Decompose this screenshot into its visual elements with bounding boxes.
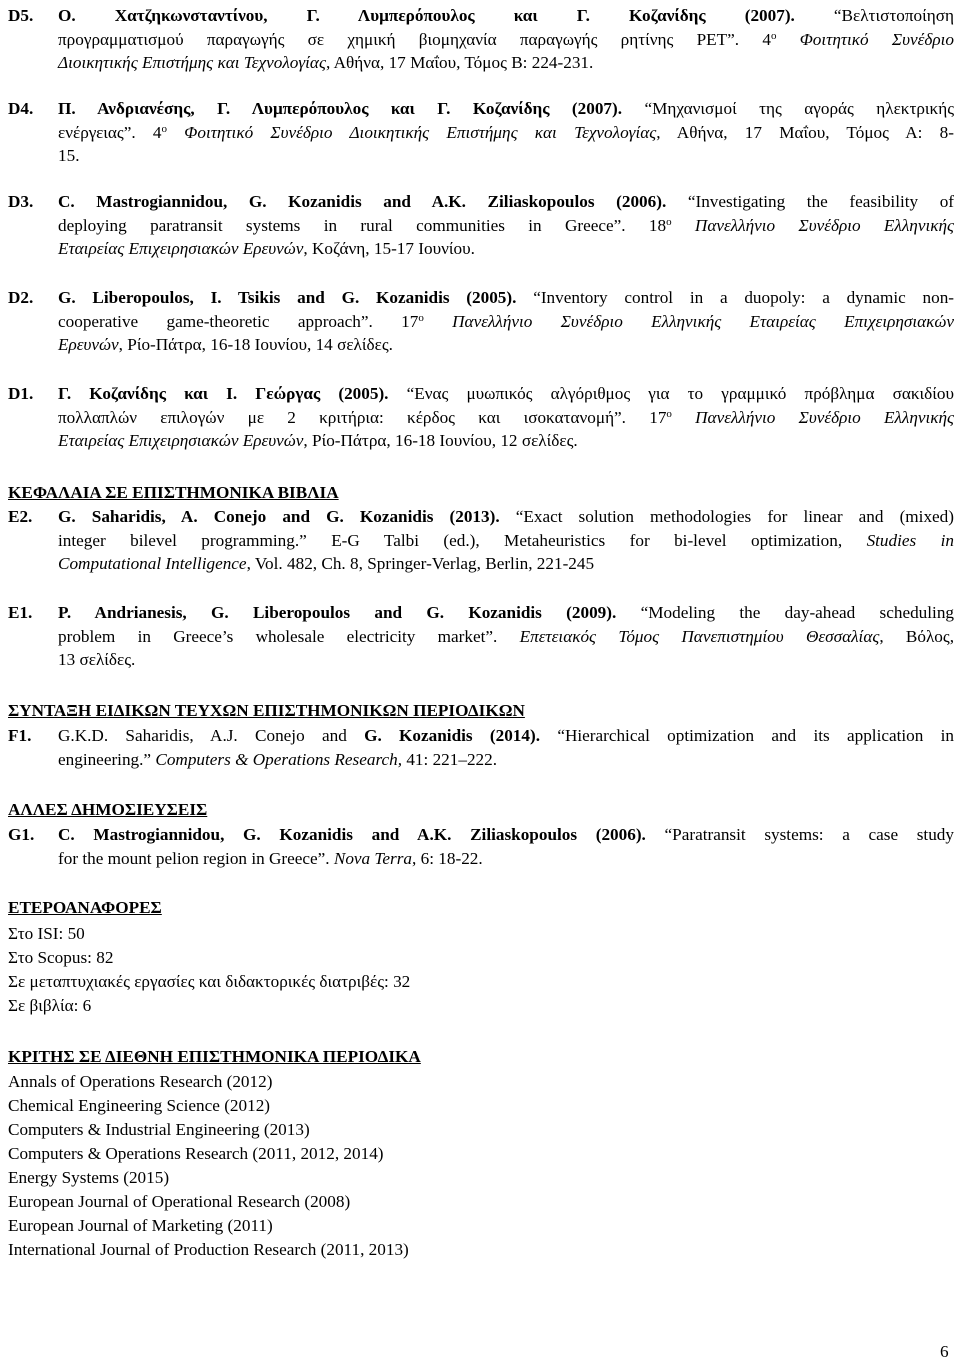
entry-title-part: “Hierarchical optimization and its application in [557, 726, 955, 745]
entry-venue: Φοιτητικό Συνέδριο Διοικητικής Επιστήμης και Τεχνολογίας [184, 122, 657, 142]
entry-code: D2. [8, 288, 34, 307]
entry-code: E1. [8, 603, 33, 622]
referee-journal-item: Energy Systems (2015) [8, 1168, 170, 1187]
section-heading-special-issues: ΣΥΝΤΑΞΗ ΕΙΔΙΚΩΝ ΤΕΥΧΩΝ ΕΠΙΣΤΗΜΟΝΙΚΩΝ ΠΕΡΙΟΔΙΚΩΝ [8, 701, 525, 720]
ordinal-superscript: ο [770, 29, 777, 42]
ordinal-superscript: ο [666, 215, 672, 228]
entry-venue: Φοιτητικό Συνέδριο [799, 29, 954, 49]
entry-venue: Πανελλήνιο Συνέδριο Ελληνικής Εταιρείας Επιχειρησιακών [452, 311, 955, 331]
entry-place: , Ρίο-Πάτρα, 16-18 Ιουνίου, 12 σελίδες. [303, 431, 578, 451]
entry-series: Computational Intelligence [58, 554, 247, 574]
entry-series: Studies in [866, 530, 954, 550]
entry-authors: G.K.D. Saharidis, A.J. Conejo and [58, 726, 347, 745]
citation-count-isi: Στο ISI: 50 [8, 924, 85, 943]
entry-venue: Nova Terra [333, 848, 413, 868]
referee-journal-item: European Journal of Operational Research (2008) [8, 1192, 351, 1211]
entry-authors: C. Mastrogiannidou, G. Kozanidis and A.K. Ziliaskopoulos (2006). [58, 825, 646, 844]
entry-title-part: Βελτιστοποίηση [841, 6, 954, 25]
entry-code: D5. [8, 6, 34, 25]
entry-title-part: προγραμματισμού παραγωγής σε χημική βιομηχανία παραγωγής ρητίνης PET”. [58, 29, 740, 49]
publication-entry-e1 [8, 601, 954, 672]
publication-entry-d5: D5. Ο. Χατζηκωνσταντίνου, Γ. Λυμπερόπουλος και Γ. Κοζανίδης (2007). “Βελτιστοποίηση προγραμματισμού παραγωγής σε χημική βιομηχανία παραγωγής ρητίνης PET”. $4^o$ Φοιτητικό Συνέδριο Διοικητικής Επιστήμης και Τεχνολογίας, Αθήνα, 17 Μαΐου, Τόμος Β: 224-231. [8, 6, 954, 73]
ordinal-number: 17 [401, 311, 419, 331]
entry-place: , 6: 18-22. [412, 848, 483, 868]
entry-venue: Διοικητικής Επιστήμης και Τεχνολογίας [58, 53, 326, 73]
entry-title-part: πολλαπλών επιλογών με 2 κριτήρια: κέρδος και ισοκατανομή”. [58, 407, 626, 427]
entry-venue: Πανελλήνιο Συνέδριο Ελληνικής [694, 215, 954, 235]
entry-place: 41: 221–222. [406, 749, 498, 769]
entry-authors: Ο. Χατζηκωνσταντίνου, Γ. Λυμπερόπουλος και Γ. Κοζανίδης (2007). [58, 6, 795, 25]
entry-authors: Γ. Κοζανίδης και Ι. Γεώργας (2005). [58, 384, 389, 403]
entry-title-part: deploying paratransit systems in rural communities in Greece”. [58, 215, 626, 235]
entry-venue: Ερευνών [58, 335, 119, 355]
ordinal-superscript: ο [666, 407, 672, 420]
entry-venue: Εταιρείας Επιχειρησιακών Ερευνών [58, 431, 304, 451]
citation-count-scopus: Στο Scopus: 82 [8, 948, 114, 967]
entry-authors: Π. Ανδριανέσης, Γ. Λυμπερόπουλος και Γ. Κοζανίδης (2007). [58, 99, 623, 118]
section-heading-book-chapters: ΚΕΦΑΛΑΙΑ ΣΕ ΕΠΙΣΤΗΜΟΝΙΚΑ ΒΙΒΛΙΑ [8, 483, 339, 502]
ordinal-number: 4 [762, 29, 771, 49]
entry-place: , Vol. 482, Ch. 8, Springer-Verlag, Berlin, 221-245 [246, 554, 595, 574]
entry-venue: Computers & Operations Research, [155, 749, 403, 769]
entry-place: , Ρίο-Πάτρα, 16-18 Ιουνίου, 14 σελίδες. [118, 335, 393, 355]
ordinal-superscript: ο [161, 122, 168, 135]
entry-title-part: ενέργειας”. [58, 122, 136, 142]
citation-count-theses: Σε μεταπτυχιακές εργασίες και διδακτορικές διατριβές: 32 [8, 972, 411, 991]
entry-code: E2. [8, 507, 33, 526]
referee-journal-item: Chemical Engineering Science (2012) [8, 1096, 271, 1115]
entry-authors: G. Saharidis, A. Conejo and G. Kozanidis (2013). [58, 507, 500, 526]
entry-title-part: “Investigating the feasibility of [687, 192, 955, 211]
page-number: 6 [940, 1342, 949, 1361]
entry-editor: E-G Talbi (ed.), Metaheuristics for bi-level optimization, [331, 530, 843, 550]
publication-entry-d2 [8, 286, 954, 357]
publication-entry-g1 [8, 823, 954, 870]
entry-title-part: “Inventory control in a duopoly: a dynamic non- [533, 288, 955, 307]
publication-entry-e2 [8, 505, 954, 576]
citation-count-books: Σε βιβλία: 6 [8, 996, 92, 1015]
referee-journal-item: Computers & Operations Research (2011, 2012, 2014) [8, 1144, 384, 1163]
ordinal-superscript: ο [418, 311, 424, 324]
entry-title-part: “Μηχανισμοί της αγοράς ηλεκτρικής [644, 99, 955, 118]
entry-code: D4. [8, 99, 34, 118]
publication-entry-f1 [8, 724, 954, 771]
entry-code: D1. [8, 384, 34, 403]
entry-code: G1. [8, 825, 35, 844]
entry-authors: G. Liberopoulos, I. Tsikis and G. Kozanidis (2005). [58, 288, 517, 307]
ordinal-number: 17 [649, 407, 667, 427]
referee-journal-item: European Journal of Marketing (2011) [8, 1216, 273, 1235]
entry-place: , Κοζάνη, 15-17 Ιουνίου. [303, 239, 475, 259]
entry-code: D3. [8, 192, 34, 211]
publication-entry-d1 [8, 382, 954, 453]
entry-code: F1. [8, 726, 32, 745]
referee-journal-item: Computers & Industrial Engineering (2013) [8, 1120, 310, 1139]
entry-title-part: for the mount pelion region in Greece”. [58, 848, 330, 868]
entry-title-part: “Modeling the day-ahead scheduling [640, 603, 955, 622]
entry-title-part: integer bilevel programming.” [58, 530, 307, 550]
section-heading-referee: ΚΡΙΤΗΣ ΣΕ ΔΙΕΘΝΗ ΕΠΙΣΤΗΜΟΝΙΚΑ ΠΕΡΙΟΔΙΚΑ [8, 1047, 421, 1066]
entry-venue: Πανελλήνιο Συνέδριο Ελληνικής [695, 407, 955, 427]
entry-venue: Επετειακός Τόμος Πανεπιστημίου Θεσσαλίας [519, 626, 880, 646]
entry-venue: Εταιρείας Επιχειρησιακών Ερευνών [58, 239, 304, 259]
section-heading-other-publications: ΑΛΛΕΣ ΔΗΜΟΣΙΕΥΣΕΙΣ [8, 800, 208, 819]
entry-title-part: problem in Greece’s wholesale electricity market”. [58, 626, 498, 646]
entry-title-part: cooperative game-theoretic approach”. [58, 311, 373, 331]
publication-entry-d3 [8, 190, 954, 261]
entry-place: 13 σελίδες. [58, 650, 136, 670]
entry-title-part: “Paratransit systems: a case study [664, 825, 954, 844]
referee-journal-item: International Journal of Production Research (2011, 2013) [8, 1240, 409, 1259]
entry-place: , Αθήνα, 17 Μαΐου, Τόμος Α: 8- [656, 122, 954, 142]
entry-title-part: engineering.” [58, 749, 152, 769]
entry-title-part: “Ενας μυωπικός αλγόριθμος για το γραμμικό πρόβλημα σακιδίου [406, 384, 955, 403]
entry-place: , Αθήνα, 17 Μαΐου, Τόμος Β: 224-231. [325, 53, 594, 73]
entry-place: 15. [58, 146, 80, 166]
entry-authors-bold: G. Kozanidis (2014). [364, 726, 541, 745]
entry-place: , Βόλος, [879, 626, 955, 646]
publication-entry-d4 [8, 97, 954, 168]
entry-authors: P. Andrianesis, G. Liberopoulos and G. Kozanidis (2009). [58, 603, 617, 622]
referee-journal-item: Annals of Operations Research (2012) [8, 1072, 273, 1091]
entry-authors: C. Mastrogiannidou, G. Kozanidis and A.K. Ziliaskopoulos (2006). [58, 192, 667, 211]
ordinal-number: 18 [648, 215, 667, 235]
entry-title-part: “Exact solution methodologies for linear and (mixed) [515, 507, 954, 526]
section-heading-citations: ΕΤΕΡΟΑΝΑΦΟΡΕΣ [8, 898, 162, 917]
ordinal-number: 4 [152, 122, 162, 142]
